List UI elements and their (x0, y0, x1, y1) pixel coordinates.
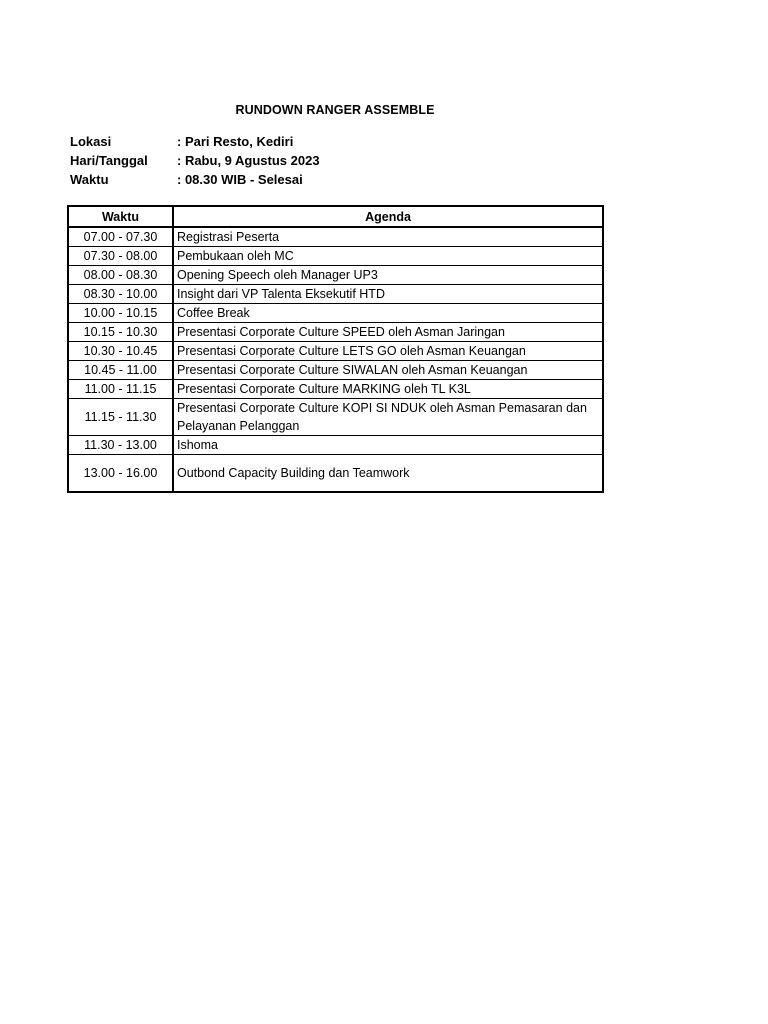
agenda-cell: Presentasi Corporate Culture MARKING oleh TL K3L (173, 380, 603, 399)
table-row (68, 323, 603, 342)
info-label: Hari/Tanggal (70, 153, 148, 168)
table-row (68, 399, 603, 436)
table-row (68, 304, 603, 323)
time-cell: 07.00 - 07.30 (68, 227, 173, 247)
column-header-agenda: Agenda (173, 206, 603, 227)
table-row (68, 247, 603, 266)
info-value: : Rabu, 9 Agustus 2023 (177, 153, 320, 168)
time-cell: 10.15 - 10.30 (68, 323, 173, 342)
time-cell: 07.30 - 08.00 (68, 247, 173, 266)
time-cell: 11.15 - 11.30 (68, 399, 173, 436)
agenda-cell: Presentasi Corporate Culture SIWALAN oleh Asman Keuangan (173, 361, 603, 380)
agenda-cell: Outbond Capacity Building dan Teamwork (173, 455, 603, 493)
time-cell: 08.00 - 08.30 (68, 266, 173, 285)
time-cell: 10.30 - 10.45 (68, 342, 173, 361)
time-cell: 11.30 - 13.00 (68, 436, 173, 455)
document-title: RUNDOWN RANGER ASSEMBLE (235, 103, 435, 117)
time-cell: 11.00 - 11.15 (68, 380, 173, 399)
table-row (68, 361, 603, 380)
table-header-row (68, 206, 603, 227)
agenda-cell: Coffee Break (173, 304, 603, 323)
table-row (68, 380, 603, 399)
time-cell: 08.30 - 10.00 (68, 285, 173, 304)
table-row (68, 436, 603, 455)
table-row (68, 455, 603, 493)
table-row (68, 342, 603, 361)
info-row-hari-tanggal (70, 151, 320, 170)
column-header-waktu: Waktu (68, 206, 173, 227)
agenda-cell: Ishoma (173, 436, 603, 455)
event-info (70, 132, 320, 189)
agenda-cell: Pembukaan oleh MC (173, 247, 603, 266)
info-value: : 08.30 WIB - Selesai (177, 172, 303, 187)
agenda-cell: Registrasi Peserta (173, 227, 603, 247)
info-label: Lokasi (70, 134, 112, 149)
time-cell: 10.00 - 10.15 (68, 304, 173, 323)
table-row (68, 227, 603, 247)
agenda-cell: Opening Speech oleh Manager UP3 (173, 266, 603, 285)
agenda-cell: Insight dari VP Talenta Eksekutif HTD (173, 285, 603, 304)
rundown-table (67, 205, 604, 493)
info-value: : Pari Resto, Kediri (177, 134, 294, 149)
time-cell: 13.00 - 16.00 (68, 455, 173, 493)
info-row-waktu (70, 170, 320, 189)
agenda-cell: Presentasi Corporate Culture SPEED oleh Asman Jaringan (173, 323, 603, 342)
agenda-cell: Presentasi Corporate Culture LETS GO oleh Asman Keuangan (173, 342, 603, 361)
info-label: Waktu (70, 172, 109, 187)
info-row-lokasi (70, 132, 320, 151)
agenda-cell: Presentasi Corporate Culture KOPI SI NDUK oleh Asman Pemasaran dan Pelayanan Pelanggan (173, 399, 603, 436)
time-cell: 10.45 - 11.00 (68, 361, 173, 380)
table-row (68, 285, 603, 304)
table-row (68, 266, 603, 285)
